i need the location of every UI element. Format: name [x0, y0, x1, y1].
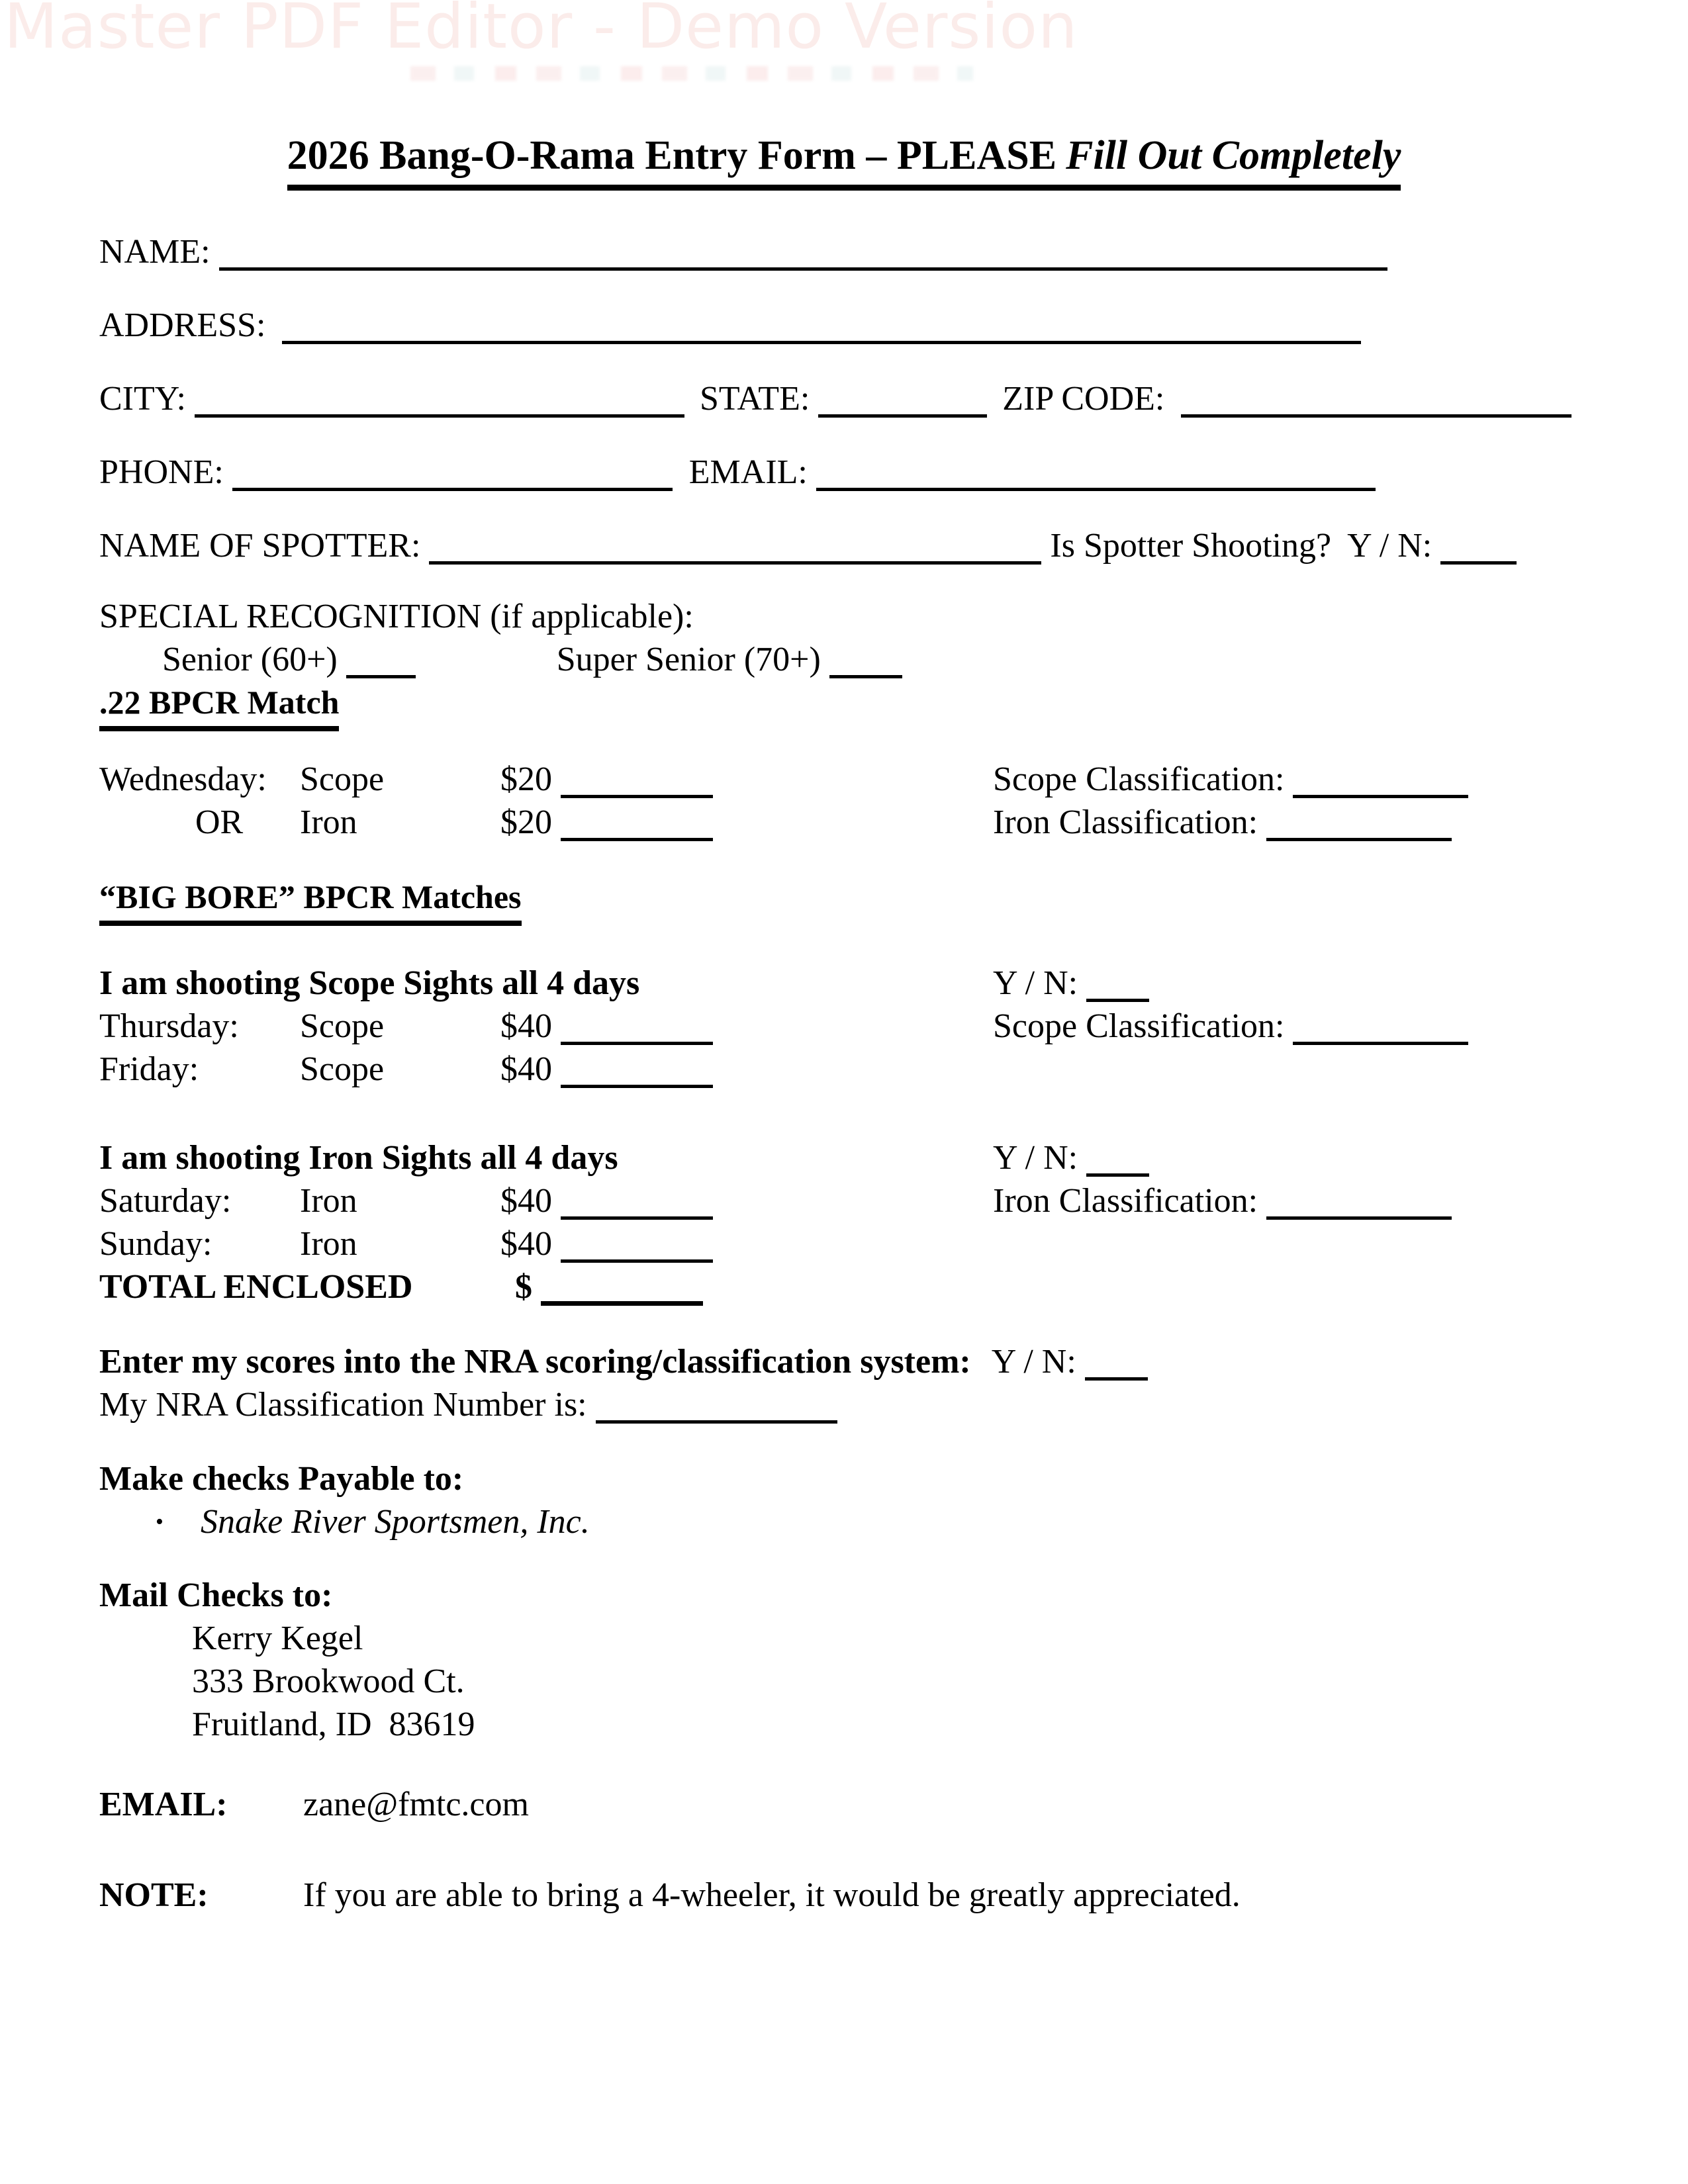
phone-email-row — [99, 451, 1589, 494]
fee-label: $40 — [500, 1007, 552, 1045]
bigbore-saturday-row — [99, 1179, 1589, 1222]
nra-yn-blank[interactable] — [1085, 1351, 1148, 1381]
spotter-question: Is Spotter Shooting? Y / N: — [1050, 527, 1432, 565]
phone-label: PHONE: — [99, 453, 224, 491]
name-blank[interactable] — [219, 241, 1387, 271]
match22-heading: .22 BPCR Match — [99, 681, 1589, 731]
day-label: Saturday: — [99, 1182, 232, 1220]
phone-blank[interactable] — [232, 461, 673, 491]
form-title-italic: Fill Out Completely — [1066, 133, 1401, 178]
day-label: Wednesday: — [99, 760, 267, 798]
saturday-fee-blank[interactable] — [561, 1190, 713, 1220]
spotter-yn-blank[interactable] — [1440, 535, 1517, 565]
bigbore-sunday-row — [99, 1222, 1589, 1265]
bigbore-scope-classification-label: Scope Classification: — [993, 1007, 1285, 1045]
super-senior-blank[interactable] — [829, 649, 902, 678]
iron-yn-label: Y / N: — [993, 1139, 1078, 1177]
total-currency: $ — [515, 1268, 532, 1306]
fee-label: $20 — [500, 760, 552, 798]
mail-heading: Mail Checks to: — [99, 1576, 333, 1614]
iron-classification-blank[interactable] — [1266, 811, 1452, 841]
day-label: Sunday: — [99, 1225, 212, 1263]
fee-label: $40 — [500, 1182, 552, 1220]
thursday-fee-blank[interactable] — [561, 1015, 713, 1045]
note-text: If you are able to bring a 4-wheeler, it would be greatly appreciated. — [303, 1876, 1241, 1914]
email-blank[interactable] — [816, 461, 1376, 491]
sight-label: Iron — [300, 1182, 357, 1220]
state-label: STATE: — [700, 380, 810, 418]
sight-label: Scope — [300, 760, 385, 798]
scope-yn-label: Y / N: — [993, 964, 1078, 1002]
total-enclosed-label: TOTAL ENCLOSED — [99, 1268, 413, 1306]
fee-label: $40 — [500, 1050, 552, 1088]
sight-label: Iron — [300, 1225, 357, 1263]
city-label: CITY: — [99, 380, 186, 418]
payable-heading: Make checks Payable to: — [99, 1460, 464, 1498]
senior-label: Senior (60+) — [162, 641, 338, 678]
total-enclosed-row — [99, 1265, 1589, 1308]
bullet-icon: • — [156, 1510, 164, 1534]
spotter-row — [99, 524, 1589, 567]
bigbore-scope-classification-blank[interactable] — [1293, 1015, 1468, 1045]
iron-yn-blank[interactable] — [1086, 1147, 1149, 1177]
scope-statement: I am shooting Scope Sights all 4 days — [99, 964, 640, 1002]
address-label: ADDRESS: — [99, 306, 266, 344]
spotter-label: NAME OF SPOTTER: — [99, 527, 421, 565]
sight-label: Iron — [300, 803, 357, 841]
day-label: Friday: — [99, 1050, 199, 1088]
or-label: OR — [195, 803, 244, 841]
match22-wednesday-row — [99, 758, 1589, 801]
bigbore-iron-classification-label: Iron Classification: — [993, 1182, 1258, 1220]
friday-fee-blank[interactable] — [561, 1058, 713, 1088]
zip-label: ZIP CODE: — [1002, 380, 1165, 418]
address-blank[interactable] — [282, 314, 1361, 344]
name-label: NAME: — [99, 233, 211, 271]
scope-classification-blank[interactable] — [1293, 768, 1468, 798]
form-title — [99, 129, 1589, 191]
name-row — [99, 230, 1589, 273]
contact-email-row — [99, 1783, 1589, 1826]
zip-blank[interactable] — [1181, 388, 1571, 418]
scope-classification-label: Scope Classification: — [993, 760, 1285, 798]
sunday-fee-blank[interactable] — [561, 1233, 713, 1263]
city-blank[interactable] — [195, 388, 684, 418]
nra-number-blank[interactable] — [596, 1394, 837, 1424]
payable-name-row — [99, 1500, 1589, 1543]
mail-line-name: Kerry Kegel — [192, 1619, 363, 1657]
fee-label: $20 — [500, 803, 552, 841]
address-row — [99, 304, 1589, 347]
nra-number-label: My NRA Classification Number is: — [99, 1386, 587, 1424]
form-title-main: 2026 Bang-O-Rama Entry Form – PLEASE — [287, 133, 1057, 178]
special-recognition-row — [99, 638, 1589, 681]
super-senior-label: Super Senior (70+) — [556, 641, 821, 678]
form-content — [99, 0, 1589, 1917]
nra-scoring-row — [99, 1340, 1589, 1383]
bigbore-heading: “BIG BORE” BPCR Matches — [99, 876, 1589, 926]
note-label: NOTE: — [99, 1876, 209, 1914]
contact-email-label: EMAIL: — [99, 1786, 228, 1823]
payable-name: Snake River Sportsmen, Inc. — [201, 1503, 590, 1541]
senior-blank[interactable] — [346, 649, 416, 678]
spotter-blank[interactable] — [429, 535, 1041, 565]
sight-label: Scope — [300, 1007, 385, 1045]
bigbore-iron-classification-blank[interactable] — [1266, 1190, 1452, 1220]
bigbore-iron-statement-row — [99, 1136, 1589, 1179]
iron-fee-blank[interactable] — [561, 811, 713, 841]
nra-number-row — [99, 1383, 1589, 1426]
mail-line-street: 333 Brookwood Ct. — [192, 1662, 465, 1700]
mail-line-city: Fruitland, ID 83619 — [192, 1706, 475, 1743]
day-label: Thursday: — [99, 1007, 239, 1045]
total-blank[interactable] — [541, 1275, 703, 1306]
scope-yn-blank[interactable] — [1086, 972, 1149, 1002]
email-label: EMAIL: — [688, 453, 808, 491]
bigbore-friday-row — [99, 1048, 1589, 1091]
sight-label: Scope — [300, 1050, 385, 1088]
note-row — [99, 1874, 1589, 1917]
iron-classification-label: Iron Classification: — [993, 803, 1258, 841]
fee-label: $40 — [500, 1225, 552, 1263]
iron-statement: I am shooting Iron Sights all 4 days — [99, 1139, 618, 1177]
demo-watermark: Master PDF Editor - Demo Version — [4, 0, 1078, 63]
state-blank[interactable] — [818, 388, 987, 418]
nra-yn-label: Y / N: — [991, 1343, 1076, 1381]
wednesday-fee-blank[interactable] — [561, 768, 713, 798]
bigbore-thursday-row — [99, 1005, 1589, 1048]
match22-iron-row — [99, 801, 1589, 844]
city-state-zip-row — [99, 377, 1589, 420]
bigbore-scope-statement-row — [99, 962, 1589, 1005]
special-recognition-heading: SPECIAL RECOGNITION (if applicable): — [99, 598, 694, 635]
nra-statement: Enter my scores into the NRA scoring/classification system: — [99, 1343, 971, 1381]
contact-email-value: zane@fmtc.com — [303, 1786, 529, 1823]
